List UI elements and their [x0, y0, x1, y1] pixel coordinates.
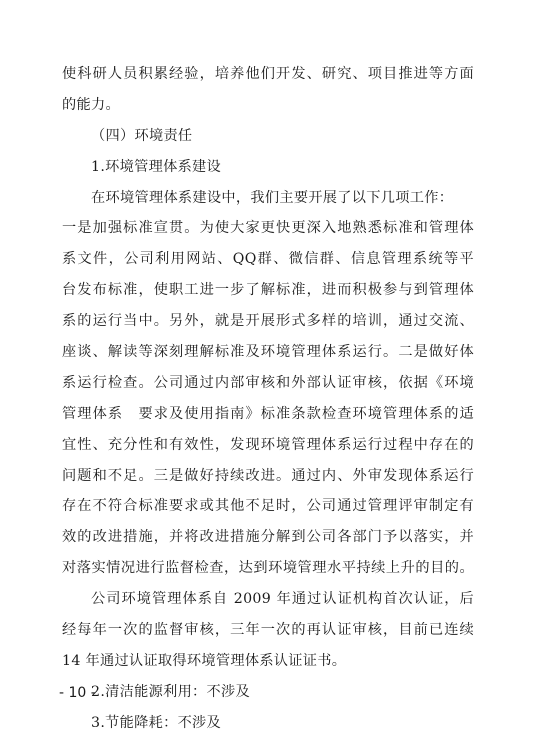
- text-line: 台发布标准，使职工进一步了解标准，进而积极参与到管理体: [62, 282, 474, 299]
- document-body: [62, 59, 474, 739]
- text-line: 14 年通过认证取得环境管理体系认证证书。: [62, 652, 347, 669]
- text-line: 系文件，公司利用网站、QQ群、微信群、信息管理系统等平: [62, 251, 474, 268]
- text-line: 一是加强标准宣贯。为使大家更快更深入地熟悉标准和管理体: [62, 220, 474, 237]
- text-line: 问题和不足。三是做好持续改进。通过内、外审发现体系运行: [62, 467, 474, 484]
- text-line: 对落实情况进行监督检查，达到环境管理水平持续上升的目的。: [62, 560, 474, 577]
- text-line: 公司环境管理体系自 2009 年通过认证机构首次认证，后: [91, 591, 474, 608]
- text-line: 效的改进措施，并将改进措施分解到公司各部门予以落实，并: [62, 529, 474, 546]
- text-line: 使科研人员积累经验，培养他们开发、研究、项目推进等方面: [62, 66, 474, 82]
- text-line: 的能力。: [62, 96, 120, 113]
- text-line: 1.环境管理体系建设: [91, 158, 222, 175]
- text-line: 3.节能降耗：不涉及: [91, 714, 222, 731]
- text-line: 存在不符合标准要求或其他不足时，公司通过管理评审制定有: [62, 498, 474, 515]
- page-number: - 10 -: [59, 685, 96, 701]
- text-line: 系的运行当中。另外，就是开展形式多样的培训，通过交流、: [62, 313, 474, 330]
- text-line: 2.清洁能源利用：不涉及: [91, 683, 251, 700]
- text-line: 管理体系 要求及使用指南》标准条款检查环境管理体系的适: [62, 405, 474, 422]
- text-line: 经每年一次的监督审核，三年一次的再认证审核，目前已连续: [62, 622, 474, 639]
- text-line: 系运行检查。公司通过内部审核和外部认证审核，依据《环境: [62, 374, 474, 391]
- text-line: 座谈、解读等深刻理解标准及环境管理体系运行。二是做好体: [62, 344, 474, 361]
- text-line: 在环境管理体系建设中，我们主要开展了以下几项工作：: [91, 189, 454, 206]
- text-line: 宜性、充分性和有效性，发现环境管理体系运行过程中存在的: [62, 436, 474, 453]
- text-line: （四）环境责任: [91, 127, 193, 144]
